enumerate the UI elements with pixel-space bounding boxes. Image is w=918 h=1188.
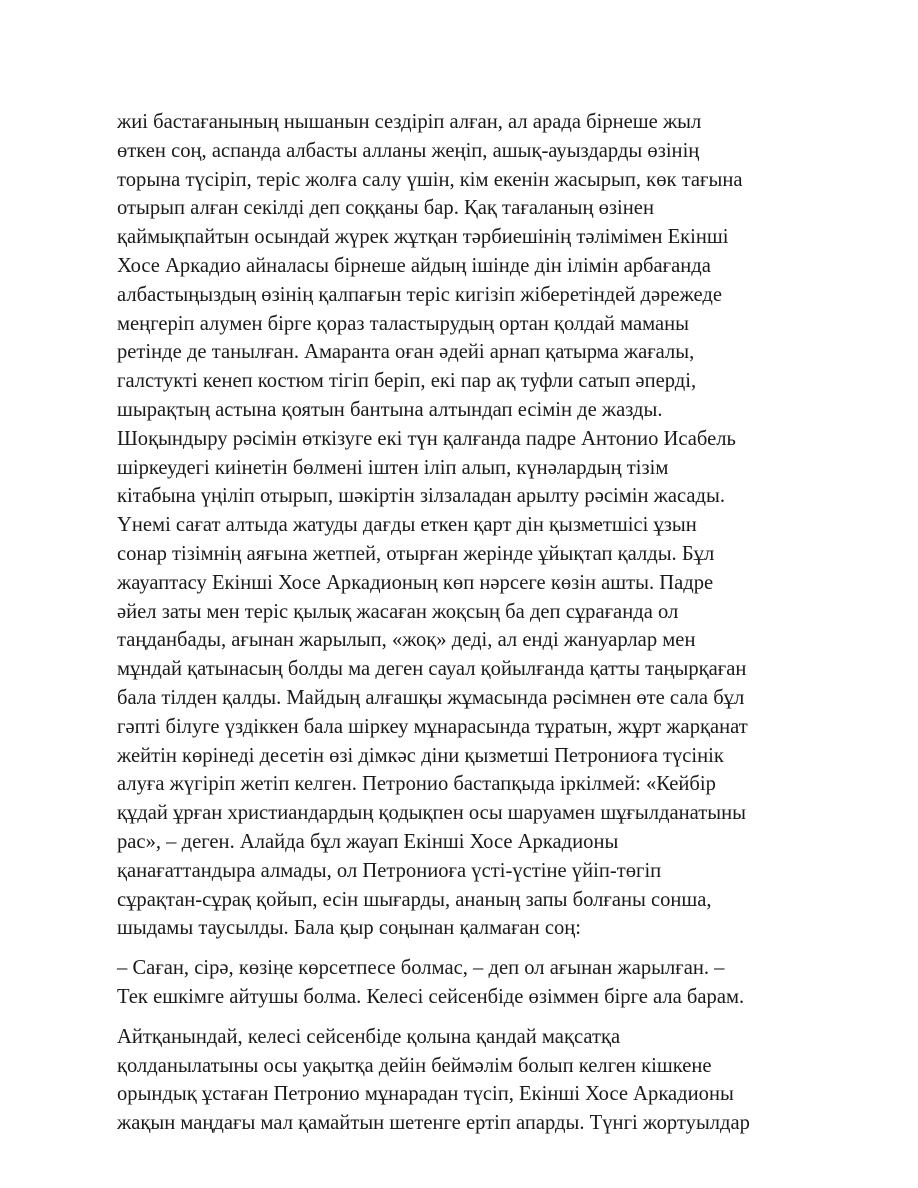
text-line: галстукті кенеп костюм тігіп беріп, екі пар ақ туфли сатып әперді,: [117, 370, 697, 393]
paragraph: [117, 954, 817, 1012]
text-line: қанағаттандыра алмады, ол Петрониоға үсті-үстіне үйіп-төгіп: [117, 859, 662, 882]
text-line: отырып алған секілді деп соққаны бар. Қақ тағаланың өзінен: [117, 197, 654, 220]
text-line: бала тілден қалды. Майдың алғашқы жұмасында рәсімнен өте сала бұл: [117, 686, 745, 709]
paragraph: [117, 1023, 817, 1138]
text-line: шыдамы таусылды. Бала қыр соңынан қалмаған соң:: [117, 917, 582, 940]
paragraph: [117, 108, 817, 943]
text-line: торына түсіріп, теріс жолға салу үшін, кім екенін жасырып, көк тағына: [117, 168, 743, 191]
body-text: [117, 108, 817, 1149]
text-line: өткен соң, аспанда албасты алланы жеңіп, ашық-ауыздарды өзінің: [117, 139, 700, 162]
text-line: Үнемі сағат алтыда жатуды дағды еткен қарт дін қызметшісі ұзын: [117, 514, 697, 537]
text-line: таңданбады, ағынан жарылып, «жоқ» деді, ал енді жануарлар мен: [117, 629, 696, 652]
text-line: сұрақтан-сұрақ қойып, есін шығарды, ананың запы болғаны сонша,: [117, 888, 712, 911]
text-line: қаймықпайтын осындай жүрек жұтқан тәрбиешінің тәлімімен Екінші: [117, 226, 729, 249]
text-line: меңгеріп алумен бірге қораз таластырудың ортан қолдай маманы: [117, 312, 690, 335]
text-line: шырақтың астына қоятын бантына алтындап есімін де жазды.: [117, 398, 663, 421]
text-line: Айтқанындай, келесі сейсенбіде қолына қандай мақсатқа: [117, 1025, 621, 1048]
text-line: жиі бастағанының нышанын сездіріп алған, ал арада бірнеше жыл: [117, 111, 702, 133]
text-line: Тек ешкімге айтушы болма. Келесі сейсенбіде өзіммен бірге ала барам.: [117, 985, 745, 1008]
text-line: рас», – деген. Алайда бұл жауап Екінші Хосе Аркадионы: [117, 830, 619, 853]
text-line: жейтін көрінеді десетін өзі дімкәс діни қызметші Петрониоға түсінік: [117, 744, 724, 767]
text-line: Хосе Аркадио айналасы бірнеше айдың ішінде дін ілімін арбағанда: [117, 254, 711, 277]
text-line: қолданылатыны осы уақытқа дейін беймәлім болып келген кішкене: [117, 1054, 712, 1077]
text-line: – Саған, сірә, көзіңе көрсетпесе болмас, – деп ол ағынан жарылған. –: [117, 957, 725, 980]
text-line: алуға жүгіріп жетіп келген. Петронио бастапқыда іркілмей: «Кейбір: [117, 773, 716, 796]
text-line: шіркеудегі киінетін бөлмені іштен іліп алып, күнәлардың тізім: [117, 456, 669, 479]
text-line: мұндай қатынасың болды ма деген сауал қойылғанда қатты таңырқаған: [117, 658, 747, 681]
text-line: албастыңыздың өзінің қалпағын теріс кигізіп жіберетіндей дәрежеде: [117, 283, 723, 306]
text-line: орындық ұстаған Петронио мұнарадан түсіп, Екінші Хосе Аркадионы: [117, 1083, 734, 1106]
text-line: әйел заты мен теріс қылық жасаған жоқсың ба деп сұрағанда ол: [117, 600, 679, 623]
text-line: кітабына үңіліп отырып, шәкіртін зілзаладан арылту рәсімін жасады.: [117, 485, 726, 508]
text-line: жауаптасу Екінші Хосе Аркадионың көп нәрсеге көзін ашты. Падре: [117, 571, 714, 594]
text-line: құдай ұрған христиандардың қодықпен осы шаруамен шұғылданатыны: [117, 802, 746, 825]
text-line: Шоқындыру рәсімін өткізуге екі түн қалғанда падре Антонио Исабель: [117, 427, 736, 450]
text-line: жақын маңдағы мал қамайтын шетенге ертіп апарды. Түнгі жортуылдар: [117, 1112, 750, 1135]
text-line: сонар тізімнің аяғына жетпей, отырған жерінде ұйықтап қалды. Бұл: [117, 542, 715, 565]
text-line: ретінде де танылған. Амаранта оған әдейі арнап қатырма жағалы,: [117, 341, 695, 364]
text-line: гәпті білуге үздіккен бала шіркеу мұнарасында тұратын, жұрт жарқанат: [117, 715, 748, 738]
